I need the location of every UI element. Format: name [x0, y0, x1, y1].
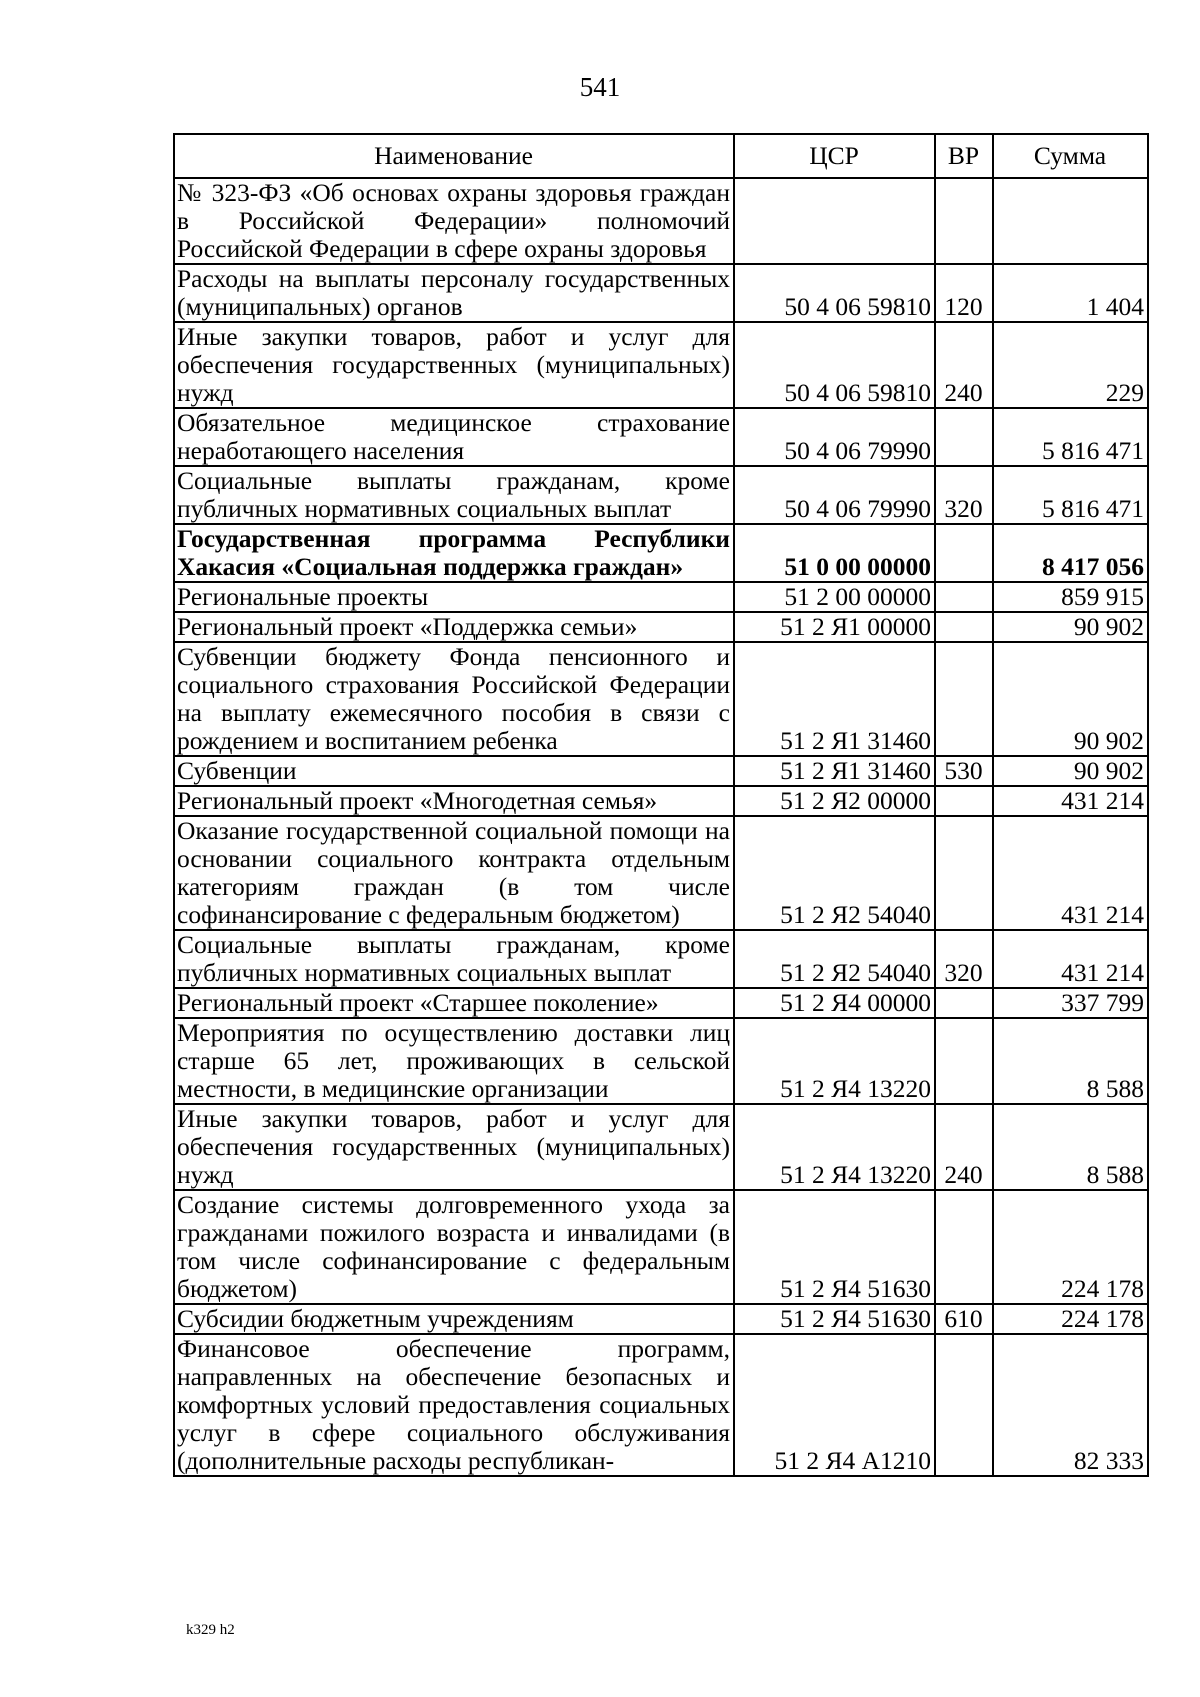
- row-sum-cell: 337 799: [993, 988, 1148, 1018]
- table-row: [174, 466, 1148, 524]
- row-vr-cell: [935, 1190, 993, 1304]
- row-csr-cell: 50 4 06 59810: [734, 264, 935, 322]
- row-name-cell: Субвенции: [174, 756, 734, 786]
- row-csr-cell: 50 4 06 79990: [734, 408, 935, 466]
- row-csr-cell: 51 2 Я4 51630: [734, 1304, 935, 1334]
- row-name-cell: Региональный проект «Многодетная семья»: [174, 786, 734, 816]
- row-sum-cell: 5 816 471: [993, 466, 1148, 524]
- row-sum-cell: 8 417 056: [993, 524, 1148, 582]
- row-sum-cell: 90 902: [993, 756, 1148, 786]
- row-vr-cell: 530: [935, 756, 993, 786]
- row-sum-cell: 8 588: [993, 1104, 1148, 1190]
- row-sum-cell: 431 214: [993, 786, 1148, 816]
- row-csr-cell: 51 2 00 00000: [734, 582, 935, 612]
- table-row: [174, 1018, 1148, 1104]
- table-row: [174, 178, 1148, 264]
- table-row: [174, 930, 1148, 988]
- row-name-cell: Создание системы долговременного ухода за гражданами пожилого возраста и инвалидами (в том числе софинансирование с федеральным бюджетом): [174, 1190, 734, 1304]
- table-row: [174, 988, 1148, 1018]
- row-sum-cell: 431 214: [993, 816, 1148, 930]
- row-name-cell: Иные закупки товаров, работ и услуг для обеспечения государственных (муниципальных) нужд: [174, 322, 734, 408]
- row-vr-cell: [935, 642, 993, 756]
- row-vr-cell: [935, 612, 993, 642]
- table-row: [174, 1334, 1148, 1476]
- row-name-cell: Оказание государственной социальной помощи на основании социального контракта отдельным категориям граждан (в том числе софинансирование с федеральным бюджетом): [174, 816, 734, 930]
- row-sum-cell: 431 214: [993, 930, 1148, 988]
- row-sum-cell: 859 915: [993, 582, 1148, 612]
- row-name-cell: Социальные выплаты гражданам, кроме публичных нормативных социальных выплат: [174, 930, 734, 988]
- row-vr-cell: 320: [935, 466, 993, 524]
- row-csr-cell: 50 4 06 59810: [734, 322, 935, 408]
- row-sum-cell: 82 333: [993, 1334, 1148, 1476]
- header-vr: ВР: [935, 134, 993, 178]
- budget-table: [173, 133, 1149, 1477]
- row-sum-cell: [993, 178, 1148, 264]
- row-csr-cell: 51 2 Я2 00000: [734, 786, 935, 816]
- row-sum-cell: 224 178: [993, 1304, 1148, 1334]
- row-vr-cell: [935, 1334, 993, 1476]
- row-vr-cell: [935, 178, 993, 264]
- row-vr-cell: [935, 786, 993, 816]
- row-csr-cell: 51 2 Я4 51630: [734, 1190, 935, 1304]
- table-row: [174, 1304, 1148, 1334]
- table-row: [174, 1190, 1148, 1304]
- table-row: [174, 816, 1148, 930]
- row-csr-cell: 51 2 Я4 00000: [734, 988, 935, 1018]
- row-name-cell: Обязательное медицинское страхование неработающего населения: [174, 408, 734, 466]
- row-name-cell: Финансовое обеспечение программ, направленных на обеспечение безопасных и комфортных условий предоставления социальных услуг в сфере социального обслуживания (дополнительные расходы республикан-: [174, 1334, 734, 1476]
- page-number: 541: [579, 72, 621, 102]
- row-csr-cell: 51 2 Я4 13220: [734, 1104, 935, 1190]
- row-sum-cell: 224 178: [993, 1190, 1148, 1304]
- header-csr: ЦСР: [734, 134, 935, 178]
- row-name-cell: Иные закупки товаров, работ и услуг для обеспечения государственных (муниципальных) нужд: [174, 1104, 734, 1190]
- row-sum-cell: 90 902: [993, 612, 1148, 642]
- table-row: [174, 582, 1148, 612]
- header-sum: Сумма: [993, 134, 1148, 178]
- row-sum-cell: 1 404: [993, 264, 1148, 322]
- row-vr-cell: 120: [935, 264, 993, 322]
- table-row: [174, 786, 1148, 816]
- row-vr-cell: [935, 524, 993, 582]
- table-row: [174, 1104, 1148, 1190]
- row-vr-cell: 240: [935, 1104, 993, 1190]
- row-name-cell: Субсидии бюджетным учреждениям: [174, 1304, 734, 1334]
- row-vr-cell: 320: [935, 930, 993, 988]
- row-name-cell: Региональный проект «Старшее поколение»: [174, 988, 734, 1018]
- row-csr-cell: 51 0 00 00000: [734, 524, 935, 582]
- row-sum-cell: 90 902: [993, 642, 1148, 756]
- row-csr-cell: 50 4 06 79990: [734, 466, 935, 524]
- table-row: [174, 408, 1148, 466]
- row-vr-cell: 610: [935, 1304, 993, 1334]
- row-name-cell: Государственная программа Республики Хакасия «Социальная поддержка граждан»: [174, 524, 734, 582]
- row-name-cell: Расходы на выплаты персоналу государственных (муниципальных) органов: [174, 264, 734, 322]
- table-row: [174, 264, 1148, 322]
- row-csr-cell: 51 2 Я1 31460: [734, 756, 935, 786]
- row-name-cell: № 323-ФЗ «Об основах охраны здоровья граждан в Российской Федерации» полномочий Российской Федерации в сфере охраны здоровья: [174, 178, 734, 264]
- row-name-cell: Региональный проект «Поддержка семьи»: [174, 612, 734, 642]
- row-name-cell: Мероприятия по осуществлению доставки лиц старше 65 лет, проживающих в сельской местности, в медицинские организации: [174, 1018, 734, 1104]
- row-csr-cell: 51 2 Я4 13220: [734, 1018, 935, 1104]
- row-vr-cell: [935, 1018, 993, 1104]
- row-name-cell: Субвенции бюджету Фонда пенсионного и социального страхования Российской Федерации на выплату ежемесячного пособия в связи с рождением и воспитанием ребенка: [174, 642, 734, 756]
- table-row: [174, 612, 1148, 642]
- row-vr-cell: 240: [935, 322, 993, 408]
- row-csr-cell: 51 2 Я4 А1210: [734, 1334, 935, 1476]
- row-vr-cell: [935, 408, 993, 466]
- row-sum-cell: 8 588: [993, 1018, 1148, 1104]
- row-vr-cell: [935, 582, 993, 612]
- table-row: [174, 642, 1148, 756]
- header-name: Наименование: [174, 134, 734, 178]
- table-row: [174, 322, 1148, 408]
- row-csr-cell: 51 2 Я2 54040: [734, 930, 935, 988]
- row-csr-cell: [734, 178, 935, 264]
- row-vr-cell: [935, 988, 993, 1018]
- row-csr-cell: 51 2 Я2 54040: [734, 816, 935, 930]
- row-csr-cell: 51 2 Я1 31460: [734, 642, 935, 756]
- table-header-row: [174, 134, 1148, 178]
- row-sum-cell: 229: [993, 322, 1148, 408]
- row-name-cell: Социальные выплаты гражданам, кроме публичных нормативных социальных выплат: [174, 466, 734, 524]
- table-row: [174, 524, 1148, 582]
- footer-code: k329 h2: [186, 1622, 235, 1638]
- row-name-cell: Региональные проекты: [174, 582, 734, 612]
- row-csr-cell: 51 2 Я1 00000: [734, 612, 935, 642]
- row-vr-cell: [935, 816, 993, 930]
- table-row: [174, 756, 1148, 786]
- row-sum-cell: 5 816 471: [993, 408, 1148, 466]
